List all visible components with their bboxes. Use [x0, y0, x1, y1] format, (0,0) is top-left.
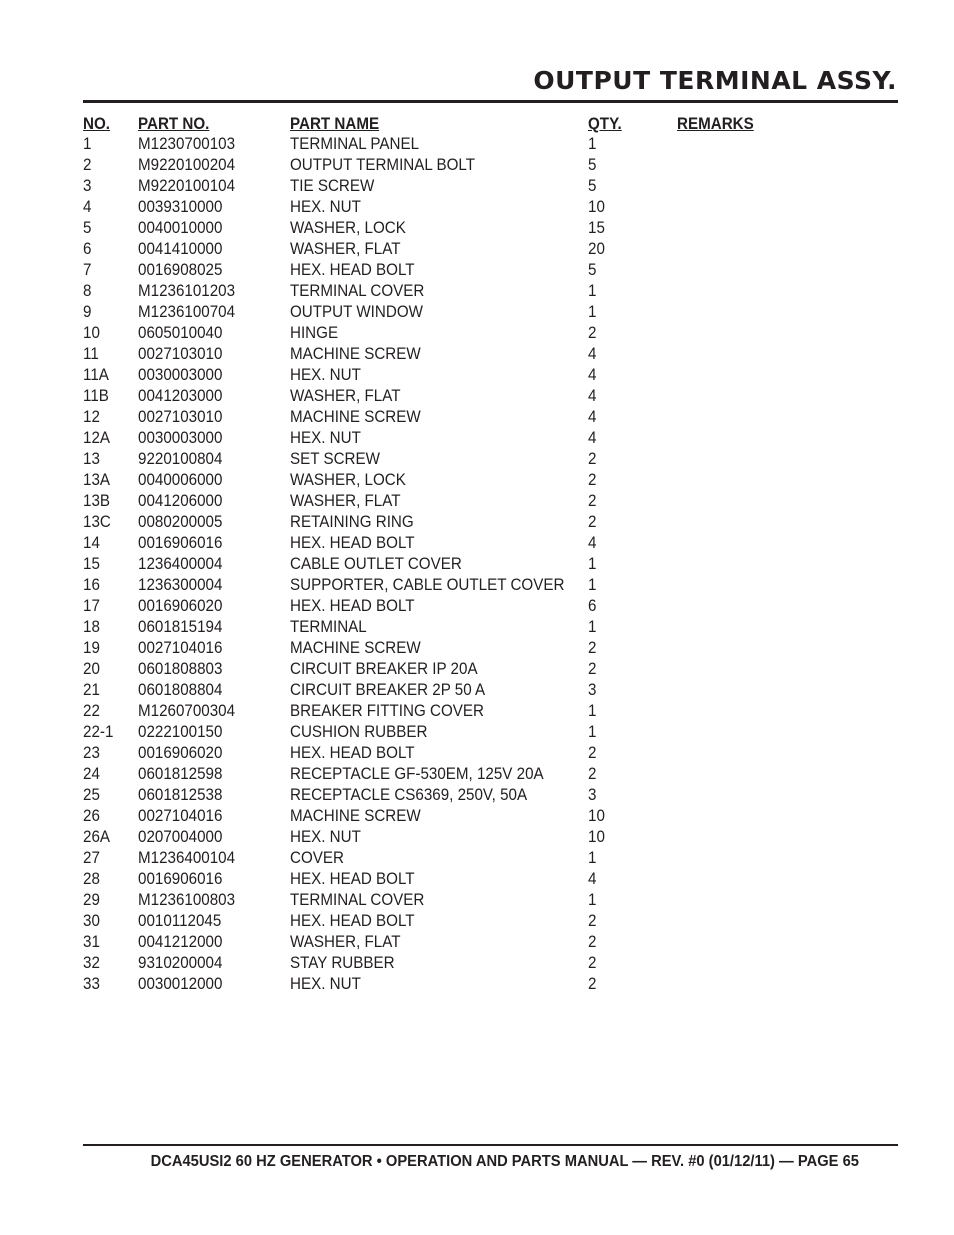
cell-qty: 2 [588, 765, 597, 783]
table-row [83, 806, 783, 827]
cell-qty: 1 [588, 723, 597, 741]
cell-remarks [677, 428, 775, 449]
cell-part-name: BREAKER FITTING COVER [290, 702, 485, 720]
cell-remarks [677, 806, 775, 827]
cell-qty: 4 [588, 534, 597, 552]
cell-remarks [677, 848, 775, 869]
cell-no: 13A [83, 471, 111, 489]
cell-qty: 3 [588, 681, 597, 699]
column-header-part-name: PART NAME [290, 115, 380, 133]
cell-no: 7 [83, 261, 92, 279]
table-row [83, 785, 783, 806]
table-row [83, 827, 783, 848]
cell-part-name: CIRCUIT BREAKER 2P 50 A [290, 681, 486, 699]
cell-part-name: TERMINAL COVER [290, 891, 425, 909]
cell-remarks [677, 197, 775, 218]
cell-no: 12A [83, 429, 111, 447]
table-row [83, 428, 783, 449]
cell-remarks [677, 470, 775, 491]
cell-no: 8 [83, 282, 92, 300]
cell-qty: 4 [588, 429, 597, 447]
cell-remarks [677, 827, 775, 848]
cell-remarks [677, 659, 775, 680]
cell-part-no: 0040010000 [137, 219, 222, 237]
cell-remarks [677, 155, 775, 176]
cell-remarks [677, 932, 775, 953]
cell-part-no: 0039310000 [137, 198, 222, 216]
cell-part-no: 0030003000 [137, 366, 222, 384]
cell-part-name: HEX. HEAD BOLT [290, 912, 415, 930]
cell-remarks [677, 575, 775, 596]
cell-part-no: 0041410000 [137, 240, 222, 258]
cell-qty: 5 [588, 156, 597, 174]
cell-part-no: 0030003000 [137, 429, 222, 447]
table-row [83, 680, 783, 701]
cell-remarks [677, 974, 775, 995]
table-row [83, 596, 783, 617]
cell-remarks [677, 449, 775, 470]
table-row [83, 449, 783, 470]
cell-part-name: HEX. NUT [290, 366, 362, 384]
cell-remarks [677, 407, 775, 428]
cell-part-name: STAY RUBBER [290, 954, 395, 972]
cell-part-name: HEX. HEAD BOLT [290, 597, 415, 615]
cell-part-no: 1236300004 [137, 576, 222, 594]
cell-no: 20 [83, 660, 100, 678]
table-row [83, 323, 783, 344]
cell-part-no: 0016906020 [137, 597, 222, 615]
cell-part-no: 0041206000 [137, 492, 222, 510]
cell-part-name: RECEPTACLE CS6369, 250V, 50A [290, 786, 528, 804]
cell-remarks [677, 743, 775, 764]
cell-remarks [677, 953, 775, 974]
cell-qty: 2 [588, 660, 597, 678]
cell-no: 13 [83, 450, 100, 468]
cell-no: 13C [83, 513, 111, 531]
cell-part-name: MACHINE SCREW [290, 345, 421, 363]
cell-qty: 4 [588, 366, 597, 384]
cell-no: 4 [83, 198, 92, 216]
cell-part-no: M1236400104 [137, 849, 235, 867]
cell-part-name: TIE SCREW [290, 177, 375, 195]
cell-part-no: 9310200004 [137, 954, 222, 972]
table-row [83, 281, 783, 302]
cell-qty: 2 [588, 912, 597, 930]
table-row [83, 260, 783, 281]
cell-qty: 1 [588, 849, 597, 867]
cell-part-no: 0040006000 [137, 471, 222, 489]
cell-part-name: HEX. HEAD BOLT [290, 534, 415, 552]
cell-qty: 4 [588, 870, 597, 888]
cell-qty: 4 [588, 408, 597, 426]
cell-part-no: 0601808804 [137, 681, 222, 699]
cell-part-name: CIRCUIT BREAKER IP 20A [290, 660, 478, 678]
cell-part-no: M9220100104 [137, 177, 235, 195]
cell-remarks [677, 533, 775, 554]
column-header-qty: QTY. [588, 115, 623, 133]
cell-part-no: 0601812538 [137, 786, 222, 804]
cell-part-no: M1260700304 [137, 702, 235, 720]
cell-remarks [677, 869, 775, 890]
cell-part-no: 0207004000 [137, 828, 222, 846]
cell-part-name: SET SCREW [290, 450, 381, 468]
cell-part-name: HEX. NUT [290, 198, 362, 216]
cell-remarks [677, 239, 775, 260]
cell-part-no: 0016906016 [137, 870, 222, 888]
cell-part-name: HEX. NUT [290, 975, 362, 993]
cell-part-name: OUTPUT TERMINAL BOLT [290, 156, 476, 174]
table-row [83, 911, 783, 932]
table-row [83, 890, 783, 911]
column-header-remarks: REMARKS [676, 115, 754, 133]
cell-no: 31 [83, 933, 100, 951]
cell-no: 26A [83, 828, 111, 846]
cell-no: 22-1 [83, 723, 114, 741]
cell-no: 32 [83, 954, 100, 972]
table-row [83, 239, 783, 260]
cell-remarks [677, 281, 775, 302]
cell-qty: 2 [588, 954, 597, 972]
cell-remarks [677, 638, 775, 659]
cell-no: 22 [83, 702, 100, 720]
cell-remarks [677, 554, 775, 575]
table-row [83, 134, 783, 155]
cell-remarks [677, 680, 775, 701]
page-footer: DCA45USI2 60 HZ GENERATOR • OPERATION AND PARTS MANUAL — REV. #0 (01/12/11) — PAGE 65 [150, 1153, 859, 1170]
cell-part-name: HEX. HEAD BOLT [290, 744, 415, 762]
table-row [83, 953, 783, 974]
cell-part-no: 0016906016 [137, 534, 222, 552]
cell-no: 1 [83, 135, 92, 153]
cell-remarks [677, 176, 775, 197]
cell-no: 25 [83, 786, 100, 804]
cell-part-name: WASHER, FLAT [290, 387, 401, 405]
table-row [83, 533, 783, 554]
cell-qty: 4 [588, 387, 597, 405]
cell-part-no: M1236100803 [137, 891, 235, 909]
cell-no: 33 [83, 975, 100, 993]
cell-part-name: WASHER, FLAT [290, 492, 401, 510]
cell-part-name: SUPPORTER, CABLE OUTLET COVER [290, 576, 565, 594]
column-header-part-no: PART NO. [137, 115, 209, 133]
table-row [83, 218, 783, 239]
table-row [83, 575, 783, 596]
cell-part-no: 0222100150 [137, 723, 222, 741]
cell-part-no: 0016908025 [137, 261, 222, 279]
cell-part-name: TERMINAL [290, 618, 367, 636]
cell-no: 5 [83, 219, 92, 237]
cell-part-name: COVER [290, 849, 345, 867]
table-row [83, 554, 783, 575]
cell-no: 24 [83, 765, 100, 783]
cell-remarks [677, 617, 775, 638]
cell-no: 3 [83, 177, 92, 195]
table-row [83, 470, 783, 491]
cell-qty: 1 [588, 555, 597, 573]
cell-part-name: MACHINE SCREW [290, 639, 421, 657]
cell-remarks [677, 344, 775, 365]
cell-remarks [677, 890, 775, 911]
cell-qty: 20 [588, 240, 606, 258]
cell-remarks [677, 596, 775, 617]
table-row [83, 638, 783, 659]
table-row [83, 932, 783, 953]
cell-no: 6 [83, 240, 92, 258]
cell-qty: 2 [588, 975, 597, 993]
cell-qty: 1 [588, 303, 597, 321]
cell-part-name: HEX. HEAD BOLT [290, 870, 415, 888]
table-row [83, 743, 783, 764]
table-header-row [83, 114, 783, 134]
cell-no: 29 [83, 891, 100, 909]
cell-no: 11 [83, 345, 99, 363]
cell-no: 10 [83, 324, 100, 342]
table-row [83, 617, 783, 638]
cell-no: 27 [83, 849, 100, 867]
table-row [83, 659, 783, 680]
cell-remarks [677, 218, 775, 239]
cell-qty: 1 [588, 618, 597, 636]
cell-qty: 2 [588, 744, 597, 762]
cell-no: 23 [83, 744, 100, 762]
cell-qty: 3 [588, 786, 597, 804]
cell-qty: 4 [588, 345, 597, 363]
cell-no: 9 [83, 303, 92, 321]
cell-part-no: 0041203000 [137, 387, 222, 405]
cell-part-name: MACHINE SCREW [290, 807, 421, 825]
cell-part-name: HINGE [290, 324, 339, 342]
table-row [83, 974, 783, 995]
cell-qty: 2 [588, 492, 597, 510]
cell-remarks [677, 512, 775, 533]
cell-qty: 10 [588, 807, 606, 825]
cell-part-name: TERMINAL COVER [290, 282, 425, 300]
cell-part-name: MACHINE SCREW [290, 408, 421, 426]
cell-no: 30 [83, 912, 100, 930]
cell-part-name: HEX. NUT [290, 429, 362, 447]
column-header-no: NO. [83, 115, 110, 133]
table-row [83, 386, 783, 407]
cell-remarks [677, 302, 775, 323]
cell-qty: 2 [588, 513, 597, 531]
cell-qty: 5 [588, 261, 597, 279]
cell-part-no: 0601815194 [137, 618, 222, 636]
cell-no: 11A [83, 366, 109, 384]
table-row [83, 848, 783, 869]
cell-part-name: TERMINAL PANEL [290, 135, 420, 153]
table-row [83, 491, 783, 512]
cell-no: 12 [83, 408, 100, 426]
cell-part-no: M1236100704 [137, 303, 235, 321]
table-row [83, 365, 783, 386]
cell-qty: 2 [588, 471, 597, 489]
table-row [83, 764, 783, 785]
cell-qty: 1 [588, 891, 597, 909]
cell-part-name: HEX. HEAD BOLT [290, 261, 415, 279]
cell-qty: 2 [588, 639, 597, 657]
cell-part-no: 9220100804 [137, 450, 222, 468]
cell-no: 15 [83, 555, 100, 573]
cell-part-no: M1236101203 [137, 282, 235, 300]
cell-part-no: 0041212000 [137, 933, 222, 951]
cell-remarks [677, 911, 775, 932]
cell-part-no: M9220100204 [137, 156, 235, 174]
cell-part-no: 0601808803 [137, 660, 222, 678]
cell-part-no: 0601812598 [137, 765, 222, 783]
cell-remarks [677, 386, 775, 407]
cell-qty: 10 [588, 828, 606, 846]
cell-remarks [677, 785, 775, 806]
cell-part-name: OUTPUT WINDOW [290, 303, 424, 321]
cell-remarks [677, 260, 775, 281]
cell-no: 21 [83, 681, 100, 699]
cell-part-no: 0027104016 [137, 639, 222, 657]
cell-remarks [677, 134, 775, 155]
cell-qty: 1 [588, 576, 597, 594]
cell-part-no: 1236400004 [137, 555, 222, 573]
cell-qty: 2 [588, 450, 597, 468]
cell-remarks [677, 764, 775, 785]
cell-no: 19 [83, 639, 100, 657]
cell-remarks [677, 722, 775, 743]
cell-qty: 1 [588, 702, 597, 720]
parts-table [83, 114, 783, 995]
cell-qty: 2 [588, 324, 597, 342]
cell-qty: 6 [588, 597, 597, 615]
cell-remarks [677, 365, 775, 386]
cell-part-name: RECEPTACLE GF-530EM, 125V 20A [290, 765, 544, 783]
cell-part-no: 0030012000 [137, 975, 222, 993]
cell-part-no: 0027103010 [137, 345, 222, 363]
table-row [83, 302, 783, 323]
table-row [83, 701, 783, 722]
cell-no: 16 [83, 576, 100, 594]
cell-remarks [677, 701, 775, 722]
cell-part-name: WASHER, LOCK [290, 471, 407, 489]
cell-no: 18 [83, 618, 100, 636]
cell-no: 28 [83, 870, 100, 888]
cell-no: 26 [83, 807, 100, 825]
cell-no: 14 [83, 534, 100, 552]
cell-no: 17 [83, 597, 100, 615]
table-row [83, 176, 783, 197]
cell-no: 2 [83, 156, 92, 174]
table-row [83, 869, 783, 890]
cell-part-no: 0016906020 [137, 744, 222, 762]
cell-part-name: RETAINING RING [290, 513, 414, 531]
cell-qty: 5 [588, 177, 597, 195]
cell-qty: 1 [588, 282, 597, 300]
cell-remarks [677, 491, 775, 512]
cell-part-no: 0027104016 [137, 807, 222, 825]
cell-part-no: 0605010040 [137, 324, 222, 342]
table-row [83, 512, 783, 533]
cell-part-name: WASHER, FLAT [290, 933, 401, 951]
table-row [83, 344, 783, 365]
table-row [83, 722, 783, 743]
cell-part-name: CUSHION RUBBER [290, 723, 428, 741]
cell-part-no: 0010112045 [137, 912, 221, 930]
cell-qty: 15 [588, 219, 606, 237]
table-row [83, 407, 783, 428]
cell-part-name: WASHER, FLAT [290, 240, 401, 258]
page-title: OUTPUT TERMINAL ASSY. [533, 66, 897, 95]
cell-part-name: WASHER, LOCK [290, 219, 407, 237]
cell-qty: 2 [588, 933, 597, 951]
cell-no: 11B [83, 387, 109, 405]
cell-part-no: 0027103010 [137, 408, 222, 426]
cell-part-no: 0080200005 [137, 513, 222, 531]
cell-part-no: M1230700103 [137, 135, 235, 153]
table-row [83, 155, 783, 176]
footer-divider [83, 1144, 898, 1146]
cell-remarks [677, 323, 775, 344]
table-row [83, 197, 783, 218]
cell-part-name: CABLE OUTLET COVER [290, 555, 462, 573]
title-divider [83, 100, 898, 103]
cell-no: 13B [83, 492, 111, 510]
cell-qty: 1 [588, 135, 597, 153]
cell-qty: 10 [588, 198, 606, 216]
cell-part-name: HEX. NUT [290, 828, 362, 846]
parts-table-body [83, 134, 783, 995]
